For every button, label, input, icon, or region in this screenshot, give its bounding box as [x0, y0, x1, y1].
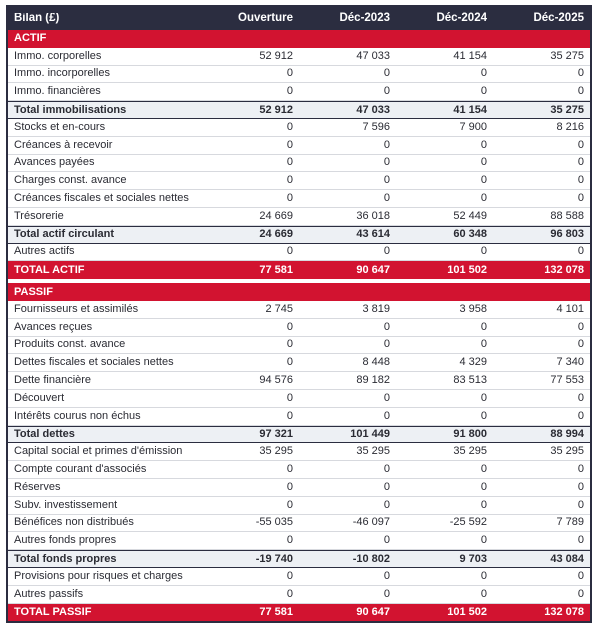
- row-value: 101 502: [447, 605, 487, 618]
- table-row: [8, 190, 590, 208]
- row-value: 0: [383, 409, 390, 422]
- row-label: Bénéfices non distribués: [14, 517, 134, 529]
- row-value: 90 647: [356, 605, 390, 618]
- row-label: Total immobilisations: [14, 104, 127, 116]
- row-value: -19 740: [255, 552, 293, 565]
- row-value: 0: [286, 156, 293, 169]
- table-row: [8, 479, 590, 497]
- row-value: 0: [286, 498, 293, 511]
- table-row: [8, 390, 590, 408]
- row-value: 0: [286, 192, 293, 205]
- row-label: TOTAL ACTIF: [14, 264, 85, 276]
- row-label: Créances fiscales et sociales nettes: [14, 193, 189, 205]
- table-row: [8, 354, 590, 372]
- table-row: [8, 461, 590, 479]
- table-row: [8, 48, 590, 66]
- table-body: [8, 30, 590, 621]
- row-value: 35 295: [550, 445, 584, 458]
- row-value: 0: [286, 534, 293, 547]
- row-value: 97 321: [259, 427, 293, 440]
- row-value: 0: [286, 356, 293, 369]
- row-value: 41 154: [453, 49, 487, 62]
- row-label: Dettes fiscales et sociales nettes: [14, 357, 174, 369]
- row-value: 0: [577, 320, 584, 333]
- row-value: 0: [577, 534, 584, 547]
- row-value: 77 581: [259, 263, 293, 276]
- row-value: -46 097: [352, 516, 390, 529]
- row-value: 24 669: [259, 209, 293, 222]
- row-label: Total dettes: [14, 428, 75, 440]
- row-value: 0: [480, 174, 487, 187]
- row-label: Charges const. avance: [14, 175, 127, 187]
- row-value: 0: [383, 85, 390, 98]
- row-value: 0: [577, 245, 584, 258]
- row-value: 0: [577, 85, 584, 98]
- table-row: [8, 532, 590, 550]
- table-row: [8, 497, 590, 515]
- row-value: 60 348: [453, 228, 487, 241]
- row-value: 0: [383, 138, 390, 151]
- row-label: Immo. financières: [14, 86, 101, 98]
- row-value: 8 216: [556, 120, 584, 133]
- table-row: [8, 83, 590, 101]
- row-value: 94 576: [259, 374, 293, 387]
- row-value: 0: [383, 498, 390, 511]
- row-value: 0: [286, 391, 293, 404]
- row-value: 0: [577, 391, 584, 404]
- row-value: 43 614: [356, 228, 390, 241]
- row-value: 0: [480, 320, 487, 333]
- row-value: 7 340: [556, 356, 584, 369]
- row-value: 101 502: [447, 263, 487, 276]
- row-value: 7 596: [362, 120, 390, 133]
- row-value: 52 912: [259, 49, 293, 62]
- row-value: 2 745: [265, 302, 293, 315]
- row-label: Stocks et en-cours: [14, 121, 106, 133]
- row-value: 0: [286, 245, 293, 258]
- table-row: [8, 208, 590, 226]
- row-value: 0: [577, 338, 584, 351]
- row-label: Total fonds propres: [14, 553, 117, 565]
- row-value: 0: [480, 409, 487, 422]
- row-value: 0: [480, 534, 487, 547]
- row-value: 0: [286, 480, 293, 493]
- row-label: Provisions pour risques et charges: [14, 570, 183, 582]
- row-value: 0: [480, 138, 487, 151]
- row-label: Capital social et primes d'émission: [14, 446, 183, 458]
- row-label: Subv. investissement: [14, 499, 118, 511]
- column-header-dec-2025: Déc-2025: [533, 11, 584, 24]
- row-value: 8 448: [362, 356, 390, 369]
- row-value: 35 295: [259, 445, 293, 458]
- row-value: -10 802: [352, 552, 390, 565]
- row-value: 0: [577, 587, 584, 600]
- table-row: [8, 137, 590, 155]
- row-value: 0: [480, 338, 487, 351]
- row-value: 0: [383, 569, 390, 582]
- row-value: 47 033: [356, 103, 390, 116]
- row-value: 0: [577, 569, 584, 582]
- row-value: 47 033: [356, 49, 390, 62]
- grand-total-row: [8, 604, 590, 622]
- row-label: Fournisseurs et assimilés: [14, 303, 139, 315]
- row-value: 0: [383, 480, 390, 493]
- row-value: 0: [480, 569, 487, 582]
- row-value: 0: [577, 174, 584, 187]
- row-label: TOTAL PASSIF: [14, 606, 92, 618]
- row-value: 0: [383, 587, 390, 600]
- row-value: 0: [286, 138, 293, 151]
- row-value: 43 084: [550, 552, 584, 565]
- table-row: [8, 337, 590, 355]
- table-row: [8, 586, 590, 604]
- row-label: Intérêts courus non échus: [14, 410, 141, 422]
- row-label: ACTIF: [14, 33, 47, 45]
- row-value: 0: [480, 391, 487, 404]
- row-label: Autres actifs: [14, 246, 75, 258]
- table-row: [8, 66, 590, 84]
- row-label: PASSIF: [14, 286, 53, 298]
- row-value: 41 154: [453, 103, 487, 116]
- row-value: 0: [383, 338, 390, 351]
- table-row: [8, 443, 590, 461]
- row-label: Avances payées: [14, 157, 95, 169]
- row-value: 52 449: [453, 209, 487, 222]
- row-value: -55 035: [255, 516, 293, 529]
- row-value: 7 789: [556, 516, 584, 529]
- row-value: 96 803: [550, 228, 584, 241]
- row-value: 0: [480, 85, 487, 98]
- column-header-ouverture: Ouverture: [238, 11, 293, 24]
- row-value: 7 900: [459, 120, 487, 133]
- table-row: [8, 319, 590, 337]
- row-value: 35 275: [550, 49, 584, 62]
- table-row: [8, 515, 590, 533]
- column-header-dec-2023: Déc-2023: [339, 11, 390, 24]
- row-label: Autres fonds propres: [14, 535, 117, 547]
- row-value: 35 275: [550, 103, 584, 116]
- row-label: Immo. incorporelles: [14, 68, 110, 80]
- row-value: 0: [383, 463, 390, 476]
- row-label: Réserves: [14, 481, 61, 493]
- row-value: 24 669: [259, 228, 293, 241]
- row-value: 0: [286, 409, 293, 422]
- table-row: [8, 244, 590, 262]
- row-value: 0: [286, 569, 293, 582]
- section-header-row: [8, 30, 590, 48]
- balance-sheet-table: [6, 5, 592, 623]
- row-value: 132 078: [544, 605, 584, 618]
- row-value: 0: [480, 192, 487, 205]
- row-value: 35 295: [356, 445, 390, 458]
- row-value: 0: [383, 192, 390, 205]
- row-value: 0: [383, 245, 390, 258]
- column-header-dec-2024: Déc-2024: [436, 11, 487, 24]
- row-value: 0: [286, 67, 293, 80]
- row-value: 0: [577, 480, 584, 493]
- row-label: Total actif circulant: [14, 229, 115, 241]
- row-value: 3 958: [459, 302, 487, 315]
- row-value: 36 018: [356, 209, 390, 222]
- row-value: 0: [480, 498, 487, 511]
- row-value: 90 647: [356, 263, 390, 276]
- row-value: 0: [577, 192, 584, 205]
- row-value: 4 329: [459, 356, 487, 369]
- row-label: Produits const. avance: [14, 339, 126, 351]
- row-value: 0: [383, 534, 390, 547]
- row-value: 3 819: [362, 302, 390, 315]
- row-value: 77 581: [259, 605, 293, 618]
- row-value: 0: [286, 338, 293, 351]
- row-value: 0: [383, 156, 390, 169]
- table-row: [8, 155, 590, 173]
- subtotal-row: [8, 550, 590, 568]
- subtotal-row: [8, 226, 590, 244]
- grand-total-row: [8, 261, 590, 279]
- row-value: 0: [577, 67, 584, 80]
- row-value: 0: [480, 480, 487, 493]
- row-label: Découvert: [14, 392, 65, 404]
- table-header-row: [8, 7, 590, 30]
- row-value: 0: [480, 156, 487, 169]
- section-header-row: [8, 283, 590, 301]
- row-label: Immo. corporelles: [14, 50, 102, 62]
- row-value: 91 800: [453, 427, 487, 440]
- row-value: 0: [286, 120, 293, 133]
- row-value: 9 703: [459, 552, 487, 565]
- row-label: Autres passifs: [14, 588, 84, 600]
- row-value: 0: [577, 498, 584, 511]
- row-label: Trésorerie: [14, 210, 64, 222]
- table-title: Bilan (£): [14, 12, 60, 24]
- row-value: 0: [383, 67, 390, 80]
- row-label: Dette financière: [14, 375, 92, 387]
- table-row: [8, 568, 590, 586]
- row-value: 0: [577, 156, 584, 169]
- row-value: 0: [383, 391, 390, 404]
- row-value: 88 994: [550, 427, 584, 440]
- row-value: 83 513: [453, 374, 487, 387]
- row-value: -25 592: [449, 516, 487, 529]
- subtotal-row: [8, 426, 590, 444]
- row-value: 0: [480, 245, 487, 258]
- row-label: Créances à recevoir: [14, 139, 113, 151]
- row-value: 0: [577, 463, 584, 476]
- row-value: 132 078: [544, 263, 584, 276]
- row-value: 0: [383, 320, 390, 333]
- row-value: 0: [480, 587, 487, 600]
- row-value: 0: [286, 587, 293, 600]
- row-value: 89 182: [356, 374, 390, 387]
- row-value: 0: [286, 174, 293, 187]
- row-value: 88 588: [550, 209, 584, 222]
- table-row: [8, 172, 590, 190]
- row-value: 0: [383, 174, 390, 187]
- table-row: [8, 372, 590, 390]
- subtotal-row: [8, 101, 590, 119]
- row-value: 0: [480, 67, 487, 80]
- row-value: 0: [286, 85, 293, 98]
- row-value: 101 449: [350, 427, 390, 440]
- row-value: 4 101: [556, 302, 584, 315]
- table-row: [8, 119, 590, 137]
- row-label: Compte courant d'associés: [14, 464, 147, 476]
- row-value: 35 295: [453, 445, 487, 458]
- row-value: 0: [480, 463, 487, 476]
- table-row: [8, 408, 590, 426]
- row-value: 0: [577, 409, 584, 422]
- row-value: 77 553: [550, 374, 584, 387]
- row-value: 52 912: [259, 103, 293, 116]
- row-label: Avances reçues: [14, 321, 93, 333]
- table-row: [8, 301, 590, 319]
- row-value: 0: [286, 463, 293, 476]
- row-value: 0: [577, 138, 584, 151]
- row-value: 0: [286, 320, 293, 333]
